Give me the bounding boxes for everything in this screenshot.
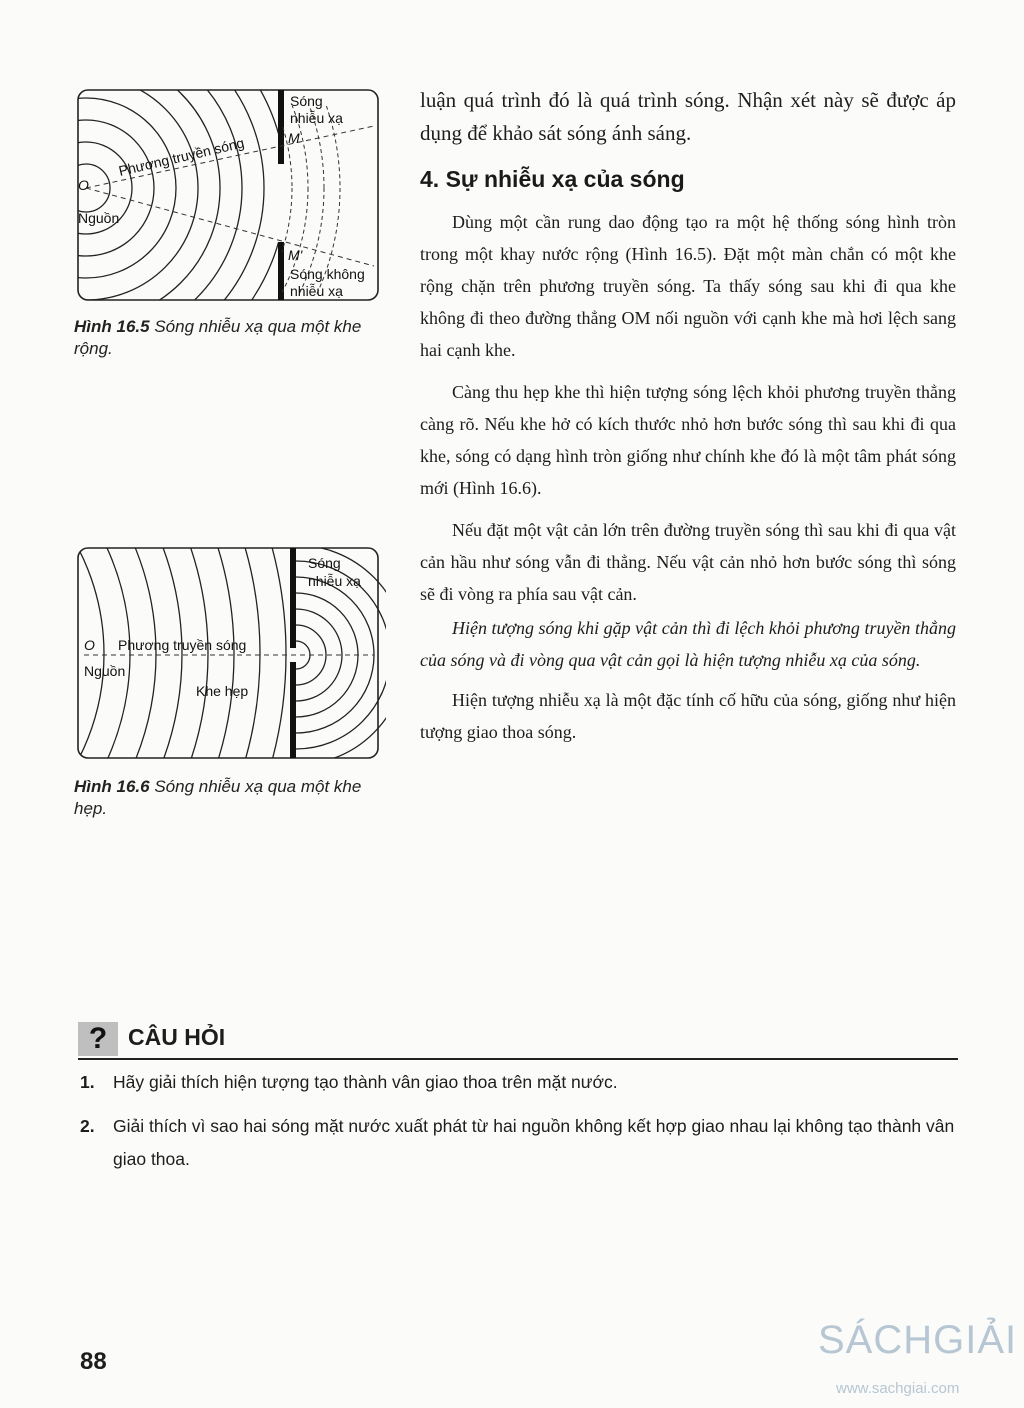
label-source-fig2: Nguồn [84,663,126,679]
text-column [420,84,956,150]
question-text: Giải thích vì sao hai sóng mặt nước xuất phát từ hai nguồn không kết hợp giao nhau lại không tạo thành vân giao thoa. [113,1116,955,1169]
question-number: 1. [80,1072,95,1092]
label-wave-not-diffracted-2: nhiễu xạ [290,283,343,299]
section-title: 4. Sự nhiễu xạ của sóng [420,166,685,192]
label-direction-fig2: Phương truyền sóng [118,637,247,653]
figure-16-5-caption [74,316,396,360]
section-body [420,206,956,748]
barrier-top [278,90,284,164]
paragraph-3: Nếu đặt một vật cản lớn trên đường truyền sóng thì sau khi đi qua vật cản hầu như sóng vẫn đi thẳng. Nếu vật cản nhỏ hơn bước sóng thì sóng sẽ đi vòng ra phía sau vật cản. [420,520,956,604]
watermark-logo: SÁCHGIẢI [818,1318,1018,1362]
figure-16-6-diagram [74,544,394,766]
figure-16-5-number: Hình 16.5 [74,317,150,336]
barrier-bottom [278,242,284,300]
figure-16-5-diagram [74,86,394,308]
paragraph-2: Càng thu hẹp khe thì hiện tượng sóng lệch khỏi phương truyền thẳng càng rõ. Nếu khe hở có kích thước nhỏ hơn bước sóng thì sau khi đi qua khe, sóng có dạng hình tròn giống như chính khe đó là một tâm phát sóng mới (Hình 16.6). [420,382,956,498]
page-number: 88 [80,1348,107,1375]
paragraph-5: Hiện tượng nhiễu xạ là một đặc tính cố hữu của sóng, giống như hiện tượng giao thoa sóng. [420,690,956,742]
label-wave-diffracted-1-fig2: Sóng [308,555,341,571]
question-mark-icon: ? [78,1022,118,1056]
questions-header [78,1018,958,1060]
questions-title: CÂU HỎI [128,1024,226,1050]
question-item [80,1110,960,1176]
label-point-m: M [288,130,300,146]
label-wave-diffracted-1: Sóng [290,93,323,109]
label-slit: Khe hẹp [196,683,249,699]
watermark-url: www.sachgiai.com [836,1380,960,1397]
label-wave-not-diffracted-1: Sóng không [290,266,365,282]
label-direction: Phương truyền sóng [117,134,246,179]
paragraph-1: Dùng một cần rung dao động tạo ra một hệ thống sóng hình tròn trong một khay nước rộng (Hình 16.5). Đặt một màn chắn có một khe rộng chặn trên phương truyền sóng. Ta thấy sóng sau khi đi qua khe không đi theo đường thẳng OM nối nguồn với cạnh khe mà hơi lệch sang hai cạnh khe. [420,212,956,360]
label-source: Nguồn [78,210,120,226]
circular-wavefronts [74,86,286,308]
label-wave-diffracted-2-fig2: nhiễu xạ [308,573,361,589]
lead-paragraph: luận quá trình đó là quá trình sóng. Nhận xét này sẽ được áp dụng để khảo sát sóng ánh sáng. [420,88,956,145]
figure-16-6-text: Sóng nhiễu xạ qua một khe hẹp. [74,777,362,818]
section-heading-wrap [420,166,956,193]
barrier-bottom-2 [290,662,296,758]
label-point-m-prime: M' [288,247,303,263]
label-wave-diffracted-2: nhiễu xạ [290,110,343,126]
figure-16-6-number: Hình 16.6 [74,777,150,796]
figure-16-6-caption [74,776,398,820]
paragraph-4-definition: Hiện tượng sóng khi gặp vật cản thì đi lệch khỏi phương truyền thẳng của sóng và đi vòng qua vật cản gọi là hiện tượng nhiễu xạ của sóng. [420,618,956,670]
barrier-top-2 [290,548,296,648]
question-text: Hãy giải thích hiện tượng tạo thành vân giao thoa trên mặt nước. [113,1072,618,1092]
label-point-o: O [78,177,89,193]
label-point-o-fig2: O [84,637,95,653]
question-number: 2. [80,1116,95,1136]
figure-16-5-text: Sóng nhiễu xạ qua một khe rộng. [74,317,362,358]
question-item [80,1066,960,1099]
